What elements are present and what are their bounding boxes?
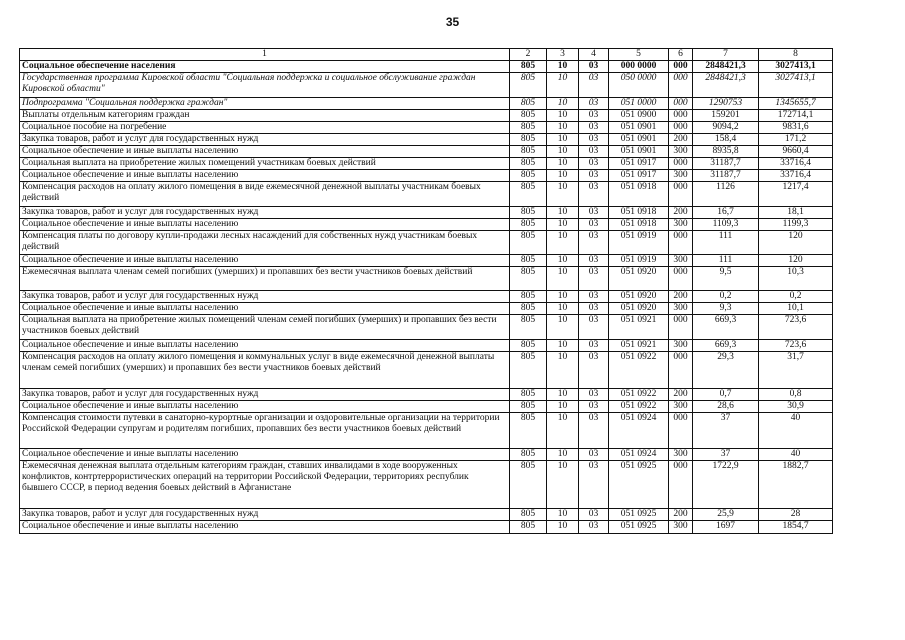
amount-year1-cell: 0,7: [693, 389, 759, 401]
amount-year2-cell: 18,1: [759, 207, 833, 219]
section-code-cell: 10: [547, 110, 579, 122]
amount-year2-cell: 40: [759, 413, 833, 449]
target-article-cell: 051 0921: [609, 340, 669, 352]
section-code-cell: 10: [547, 303, 579, 315]
amount-year2-cell: 120: [759, 231, 833, 255]
expense-type-cell: 000: [669, 122, 693, 134]
section-code-cell: 10: [547, 509, 579, 521]
ministry-code-cell: 805: [510, 146, 547, 158]
target-article-cell: 051 0918: [609, 219, 669, 231]
section-code-cell: 10: [547, 255, 579, 267]
expense-type-cell: 000: [669, 73, 693, 98]
ministry-code-cell: 805: [510, 98, 547, 110]
expense-type-cell: 300: [669, 170, 693, 182]
amount-year2-cell: 3027413,1: [759, 73, 833, 98]
amount-year1-cell: 669,3: [693, 340, 759, 352]
expense-type-cell: 000: [669, 110, 693, 122]
amount-year1-cell: 1722,9: [693, 461, 759, 509]
section-code-cell: 10: [547, 340, 579, 352]
ministry-code-cell: 805: [510, 521, 547, 534]
table-row: [20, 255, 833, 267]
amount-year1-cell: 158,4: [693, 134, 759, 146]
table-row: [20, 231, 833, 255]
subsection-code-cell: 03: [579, 389, 609, 401]
expense-type-cell: 300: [669, 255, 693, 267]
subsection-code-cell: 03: [579, 401, 609, 413]
ministry-code-cell: 805: [510, 389, 547, 401]
subsection-code-cell: 03: [579, 255, 609, 267]
table-row: [20, 521, 833, 534]
ministry-code-cell: 805: [510, 413, 547, 449]
section-code-cell: 10: [547, 413, 579, 449]
target-article-cell: 051 0925: [609, 461, 669, 509]
table-row: [20, 303, 833, 315]
section-code-cell: 10: [547, 170, 579, 182]
target-article-cell: 051 0918: [609, 182, 669, 207]
amount-year2-cell: 9660,4: [759, 146, 833, 158]
ministry-code-cell: 805: [510, 291, 547, 303]
ministry-code-cell: 805: [510, 352, 547, 389]
ministry-code-cell: 805: [510, 207, 547, 219]
ministry-code-cell: 805: [510, 267, 547, 291]
expense-type-cell: 200: [669, 291, 693, 303]
ministry-code-cell: 805: [510, 509, 547, 521]
subsection-code-cell: 03: [579, 122, 609, 134]
target-article-cell: 051 0925: [609, 509, 669, 521]
target-article-cell: 051 0919: [609, 255, 669, 267]
ministry-code-cell: 805: [510, 219, 547, 231]
expense-type-cell: 000: [669, 98, 693, 110]
amount-year1-cell: 29,3: [693, 352, 759, 389]
expense-type-cell: 000: [669, 158, 693, 170]
subsection-code-cell: 03: [579, 413, 609, 449]
table-row: [20, 413, 833, 449]
column-header: 1: [20, 49, 510, 61]
ministry-code-cell: 805: [510, 170, 547, 182]
amount-year1-cell: 159201: [693, 110, 759, 122]
table-row: [20, 401, 833, 413]
item-name-cell: Социальное обеспечение населения: [20, 61, 510, 73]
table-row: [20, 170, 833, 182]
table-row: [20, 509, 833, 521]
subsection-code-cell: 03: [579, 291, 609, 303]
target-article-cell: 051 0919: [609, 231, 669, 255]
target-article-cell: 051 0900: [609, 110, 669, 122]
section-code-cell: 10: [547, 134, 579, 146]
subsection-code-cell: 03: [579, 340, 609, 352]
amount-year2-cell: 33716,4: [759, 158, 833, 170]
section-code-cell: 10: [547, 315, 579, 340]
column-header: 6: [669, 49, 693, 61]
column-header: 5: [609, 49, 669, 61]
item-name-cell: Социальное обеспечение и иные выплаты населению: [20, 219, 510, 231]
ministry-code-cell: 805: [510, 158, 547, 170]
column-header: 2: [510, 49, 547, 61]
expense-type-cell: 000: [669, 315, 693, 340]
section-code-cell: 10: [547, 122, 579, 134]
table-body: [20, 49, 833, 534]
section-code-cell: 10: [547, 461, 579, 509]
item-name-cell: Социальное обеспечение и иные выплаты населению: [20, 255, 510, 267]
table-row: [20, 352, 833, 389]
table-row: [20, 267, 833, 291]
expense-type-cell: 000: [669, 461, 693, 509]
page-number: 35: [445, 15, 460, 29]
target-article-cell: 051 0000: [609, 98, 669, 110]
table-row: [20, 461, 833, 509]
amount-year1-cell: 111: [693, 255, 759, 267]
subsection-code-cell: 03: [579, 170, 609, 182]
expense-type-cell: 200: [669, 389, 693, 401]
ministry-code-cell: 805: [510, 61, 547, 73]
section-code-cell: 10: [547, 521, 579, 534]
amount-year2-cell: 171,2: [759, 134, 833, 146]
section-code-cell: 10: [547, 182, 579, 207]
table-row: [20, 182, 833, 207]
column-header: 3: [547, 49, 579, 61]
section-code-cell: 10: [547, 98, 579, 110]
target-article-cell: 051 0918: [609, 207, 669, 219]
target-article-cell: 051 0924: [609, 413, 669, 449]
ministry-code-cell: 805: [510, 134, 547, 146]
amount-year1-cell: 2848421,3: [693, 61, 759, 73]
subsection-code-cell: 03: [579, 449, 609, 461]
amount-year2-cell: 172714,1: [759, 110, 833, 122]
ministry-code-cell: 805: [510, 449, 547, 461]
amount-year2-cell: 1345655,7: [759, 98, 833, 110]
amount-year1-cell: 31187,7: [693, 158, 759, 170]
expense-type-cell: 300: [669, 303, 693, 315]
table-row: [20, 158, 833, 170]
item-name-cell: Компенсация платы по договору купли-продажи лесных насаждений для собственных нужд участникам боевых действий: [20, 231, 510, 255]
table-row: [20, 61, 833, 73]
target-article-cell: 051 0921: [609, 315, 669, 340]
target-article-cell: 051 0920: [609, 303, 669, 315]
subsection-code-cell: 03: [579, 73, 609, 98]
amount-year2-cell: 1854,7: [759, 521, 833, 534]
amount-year1-cell: 28,6: [693, 401, 759, 413]
amount-year2-cell: 10,3: [759, 267, 833, 291]
item-name-cell: Социальная выплата на приобретение жилых помещений участникам боевых действий: [20, 158, 510, 170]
table-row: [20, 291, 833, 303]
amount-year2-cell: 10,1: [759, 303, 833, 315]
item-name-cell: Компенсация расходов на оплату жилого помещения в виде ежемесячной денежной выплаты участникам боевых действий: [20, 182, 510, 207]
item-name-cell: Подпрограмма "Социальная поддержка граждан": [20, 98, 510, 110]
table-row: [20, 146, 833, 158]
expense-type-cell: 000: [669, 267, 693, 291]
item-name-cell: Социальное обеспечение и иные выплаты населению: [20, 303, 510, 315]
table-row: [20, 134, 833, 146]
subsection-code-cell: 03: [579, 182, 609, 207]
section-code-cell: 10: [547, 389, 579, 401]
item-name-cell: Социальное обеспечение и иные выплаты населению: [20, 340, 510, 352]
column-number-row: [20, 49, 833, 61]
target-article-cell: 051 0901: [609, 146, 669, 158]
ministry-code-cell: 805: [510, 255, 547, 267]
item-name-cell: Социальное обеспечение и иные выплаты населению: [20, 449, 510, 461]
section-code-cell: 10: [547, 449, 579, 461]
expense-type-cell: 200: [669, 207, 693, 219]
amount-year1-cell: 1126: [693, 182, 759, 207]
ministry-code-cell: 805: [510, 182, 547, 207]
amount-year1-cell: 2848421,3: [693, 73, 759, 98]
ministry-code-cell: 805: [510, 315, 547, 340]
amount-year1-cell: 25,9: [693, 509, 759, 521]
subsection-code-cell: 03: [579, 158, 609, 170]
subsection-code-cell: 03: [579, 146, 609, 158]
subsection-code-cell: 03: [579, 315, 609, 340]
item-name-cell: Закупка товаров, работ и услуг для государственных нужд: [20, 509, 510, 521]
budget-table: [19, 48, 833, 534]
subsection-code-cell: 03: [579, 110, 609, 122]
ministry-code-cell: 805: [510, 401, 547, 413]
section-code-cell: 10: [547, 401, 579, 413]
amount-year1-cell: 111: [693, 231, 759, 255]
amount-year2-cell: 723,6: [759, 340, 833, 352]
section-code-cell: 10: [547, 146, 579, 158]
amount-year1-cell: 9,3: [693, 303, 759, 315]
ministry-code-cell: 805: [510, 231, 547, 255]
target-article-cell: 051 0924: [609, 449, 669, 461]
amount-year2-cell: 30,9: [759, 401, 833, 413]
item-name-cell: Социальная выплата на приобретение жилых помещений членам семей погибших (умерших) и пропавших без вести участников боевых действий: [20, 315, 510, 340]
amount-year2-cell: 1217,4: [759, 182, 833, 207]
target-article-cell: 051 0917: [609, 170, 669, 182]
amount-year1-cell: 1697: [693, 521, 759, 534]
target-article-cell: 051 0922: [609, 352, 669, 389]
item-name-cell: Социальное обеспечение и иные выплаты населению: [20, 146, 510, 158]
section-code-cell: 10: [547, 61, 579, 73]
target-article-cell: 051 0901: [609, 122, 669, 134]
item-name-cell: Компенсация стоимости путевки в санаторно-курортные организации и оздоровительные организации на территории Российской Федерации супругам и родителям погибших, пропавших без вести участников боевых действий: [20, 413, 510, 449]
expense-type-cell: 300: [669, 521, 693, 534]
target-article-cell: 051 0920: [609, 267, 669, 291]
amount-year1-cell: 31187,7: [693, 170, 759, 182]
column-header: 7: [693, 49, 759, 61]
column-header: 4: [579, 49, 609, 61]
amount-year2-cell: 40: [759, 449, 833, 461]
amount-year1-cell: 669,3: [693, 315, 759, 340]
section-code-cell: 10: [547, 207, 579, 219]
amount-year1-cell: 16,7: [693, 207, 759, 219]
amount-year2-cell: 0,8: [759, 389, 833, 401]
subsection-code-cell: 03: [579, 219, 609, 231]
expense-type-cell: 200: [669, 509, 693, 521]
item-name-cell: Закупка товаров, работ и услуг для государственных нужд: [20, 291, 510, 303]
subsection-code-cell: 03: [579, 207, 609, 219]
target-article-cell: 000 0000: [609, 61, 669, 73]
section-code-cell: 10: [547, 267, 579, 291]
subsection-code-cell: 03: [579, 267, 609, 291]
amount-year1-cell: 0,2: [693, 291, 759, 303]
table-row: [20, 110, 833, 122]
item-name-cell: Закупка товаров, работ и услуг для государственных нужд: [20, 207, 510, 219]
expense-type-cell: 300: [669, 449, 693, 461]
section-code-cell: 10: [547, 219, 579, 231]
target-article-cell: 051 0925: [609, 521, 669, 534]
expense-type-cell: 300: [669, 146, 693, 158]
subsection-code-cell: 03: [579, 231, 609, 255]
expense-type-cell: 300: [669, 219, 693, 231]
amount-year2-cell: 31,7: [759, 352, 833, 389]
table-row: [20, 98, 833, 110]
target-article-cell: 051 0917: [609, 158, 669, 170]
table-row: [20, 219, 833, 231]
subsection-code-cell: 03: [579, 61, 609, 73]
amount-year1-cell: 1290753: [693, 98, 759, 110]
amount-year2-cell: 9831,6: [759, 122, 833, 134]
ministry-code-cell: 805: [510, 461, 547, 509]
amount-year2-cell: 33716,4: [759, 170, 833, 182]
item-name-cell: Социальное обеспечение и иные выплаты населению: [20, 170, 510, 182]
amount-year2-cell: 0,2: [759, 291, 833, 303]
section-code-cell: 10: [547, 231, 579, 255]
target-article-cell: 051 0922: [609, 389, 669, 401]
target-article-cell: 051 0901: [609, 134, 669, 146]
item-name-cell: Социальное обеспечение и иные выплаты населению: [20, 521, 510, 534]
item-name-cell: Государственная программа Кировской области "Социальная поддержка и социальное обслуживание граждан Кировской области": [20, 73, 510, 98]
amount-year1-cell: 1109,3: [693, 219, 759, 231]
target-article-cell: 051 0920: [609, 291, 669, 303]
ministry-code-cell: 805: [510, 122, 547, 134]
expense-type-cell: 000: [669, 182, 693, 207]
item-name-cell: Компенсация расходов на оплату жилого помещения и коммунальных услуг в виде ежемесячной денежной выплаты членам семей погибших (умерших) и пропавших без вести участников боевых действий: [20, 352, 510, 389]
amount-year2-cell: 723,6: [759, 315, 833, 340]
expense-type-cell: 000: [669, 231, 693, 255]
table-row: [20, 122, 833, 134]
ministry-code-cell: 805: [510, 340, 547, 352]
item-name-cell: Ежемесячная выплата членам семей погибших (умерших) и пропавших без вести участников боевых действий: [20, 267, 510, 291]
amount-year1-cell: 9,5: [693, 267, 759, 291]
subsection-code-cell: 03: [579, 521, 609, 534]
item-name-cell: Закупка товаров, работ и услуг для государственных нужд: [20, 389, 510, 401]
subsection-code-cell: 03: [579, 134, 609, 146]
expense-type-cell: 000: [669, 352, 693, 389]
subsection-code-cell: 03: [579, 303, 609, 315]
item-name-cell: Ежемесячная денежная выплата отдельным категориям граждан, ставших инвалидами в ходе вооруженных конфликтов, контртеррористических операций на территории Российской Федерации, территориях республик бывшего СССР, в период ведения боевых действий в Афганистане: [20, 461, 510, 509]
item-name-cell: Социальное пособие на погребение: [20, 122, 510, 134]
target-article-cell: 051 0922: [609, 401, 669, 413]
table-row: [20, 340, 833, 352]
item-name-cell: Закупка товаров, работ и услуг для государственных нужд: [20, 134, 510, 146]
target-article-cell: 050 0000: [609, 73, 669, 98]
ministry-code-cell: 805: [510, 110, 547, 122]
column-header: 8: [759, 49, 833, 61]
amount-year2-cell: 1882,7: [759, 461, 833, 509]
table-row: [20, 207, 833, 219]
expense-type-cell: 000: [669, 61, 693, 73]
section-code-cell: 10: [547, 291, 579, 303]
expense-type-cell: 300: [669, 401, 693, 413]
section-code-cell: 10: [547, 73, 579, 98]
table-row: [20, 73, 833, 98]
amount-year2-cell: 3027413,1: [759, 61, 833, 73]
expense-type-cell: 300: [669, 340, 693, 352]
section-code-cell: 10: [547, 352, 579, 389]
subsection-code-cell: 03: [579, 509, 609, 521]
table-row: [20, 389, 833, 401]
subsection-code-cell: 03: [579, 461, 609, 509]
subsection-code-cell: 03: [579, 98, 609, 110]
amount-year1-cell: 8935,8: [693, 146, 759, 158]
amount-year2-cell: 28: [759, 509, 833, 521]
table-row: [20, 315, 833, 340]
item-name-cell: Социальное обеспечение и иные выплаты населению: [20, 401, 510, 413]
section-code-cell: 10: [547, 158, 579, 170]
expense-type-cell: 000: [669, 413, 693, 449]
amount-year2-cell: 120: [759, 255, 833, 267]
amount-year1-cell: 9094,2: [693, 122, 759, 134]
amount-year1-cell: 37: [693, 449, 759, 461]
ministry-code-cell: 805: [510, 303, 547, 315]
amount-year2-cell: 1199,3: [759, 219, 833, 231]
amount-year1-cell: 37: [693, 413, 759, 449]
expense-type-cell: 200: [669, 134, 693, 146]
ministry-code-cell: 805: [510, 73, 547, 98]
subsection-code-cell: 03: [579, 352, 609, 389]
table-row: [20, 449, 833, 461]
item-name-cell: Выплаты отдельным категориям граждан: [20, 110, 510, 122]
